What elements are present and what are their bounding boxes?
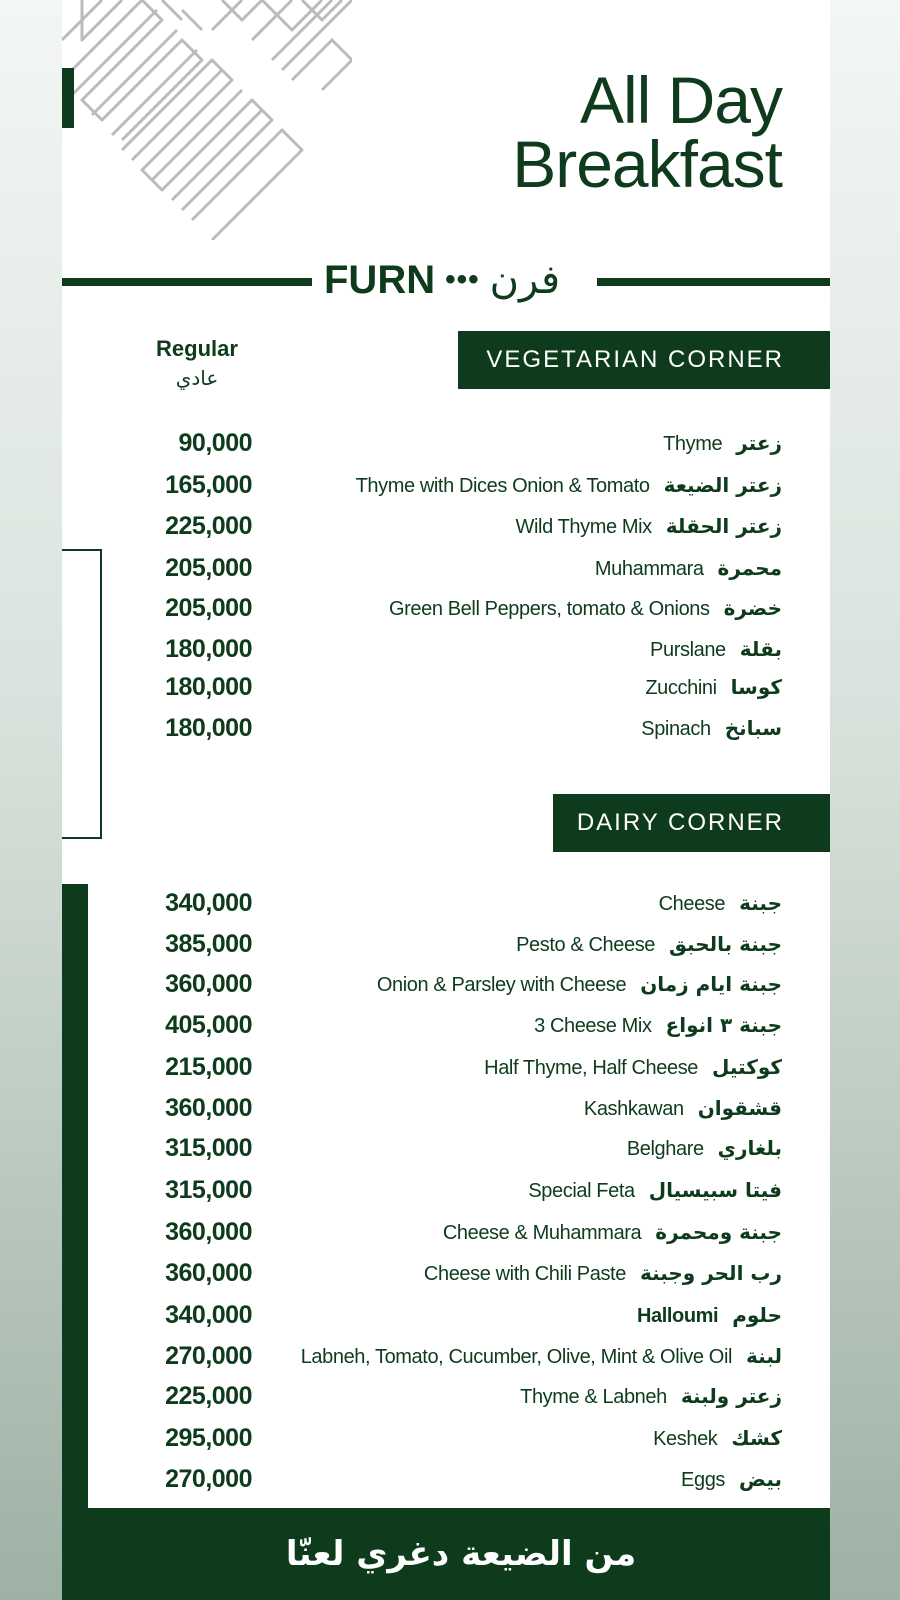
item-name-ar: لبنة <box>746 1344 782 1368</box>
item-name-en: Special Feta <box>528 1180 635 1202</box>
title-line-2: Breakfast <box>512 127 782 201</box>
item-price: 180,000 <box>165 635 252 663</box>
brand-row <box>62 252 830 308</box>
item-name-en: Eggs <box>681 1469 726 1491</box>
item-name-en: Muhammara <box>594 558 704 580</box>
item-names <box>627 1131 782 1165</box>
item-names <box>641 711 782 745</box>
item-names <box>389 591 782 625</box>
item-price: 215,000 <box>165 1053 252 1081</box>
item-price: 340,000 <box>165 889 252 917</box>
item-names <box>534 1008 782 1042</box>
maze-line-pattern-icon <box>62 0 352 240</box>
item-name-ar: جبنة ٣ انواع <box>665 1013 782 1037</box>
menu-item-row <box>62 1131 830 1165</box>
item-names <box>595 551 782 585</box>
menu-item-row <box>62 1379 830 1413</box>
item-price: 180,000 <box>165 714 252 742</box>
menu-item-row <box>62 1091 830 1125</box>
item-price: 205,000 <box>165 554 252 582</box>
item-name-en: Labneh, Tomato, Cucumber, Olive, Mint & Olive Oil <box>300 1346 733 1368</box>
item-names <box>637 1298 782 1332</box>
page-title <box>512 63 782 201</box>
accent-bar <box>62 68 74 128</box>
item-names <box>663 426 782 460</box>
item-name-ar: بلغاري <box>717 1136 782 1160</box>
item-names <box>443 1215 782 1249</box>
item-name-ar: محمرة <box>717 556 782 580</box>
footer-banner <box>62 1508 830 1600</box>
item-names <box>528 1173 782 1207</box>
item-name-en: Belghare <box>626 1138 704 1160</box>
item-price: 205,000 <box>165 594 252 622</box>
item-name-ar: فيتا سبيسيال <box>648 1178 782 1202</box>
item-name-en: Green Bell Peppers, tomato & Onions <box>389 598 710 620</box>
item-name-ar: كوكتيل <box>712 1055 782 1079</box>
menu-item-row <box>62 468 830 502</box>
item-name-en: Thyme <box>663 433 723 455</box>
item-name-ar: قشقوان <box>697 1096 782 1120</box>
item-names <box>356 468 782 502</box>
item-price: 385,000 <box>165 930 252 958</box>
item-name-ar: جبنة بالحبق <box>669 932 782 956</box>
item-name-ar: بيض <box>739 1467 782 1491</box>
item-name-en: 3 Cheese Mix <box>534 1015 652 1037</box>
item-price: 315,000 <box>165 1134 252 1162</box>
item-price: 340,000 <box>165 1301 252 1329</box>
item-name-en: Onion & Parsley with Cheese <box>376 974 627 996</box>
menu-item-row <box>62 632 830 666</box>
section-header-dairy: DAIRY CORNER <box>553 794 830 852</box>
item-name-en: Cheese & Muhammara <box>442 1222 642 1244</box>
divider-right <box>597 278 830 286</box>
menu-item-row <box>62 886 830 920</box>
menu-item-row <box>62 1256 830 1290</box>
item-name-en: Wild Thyme Mix <box>515 516 652 538</box>
item-name-ar: جبنة <box>739 891 782 915</box>
menu-item-row <box>62 551 830 585</box>
price-header-en: Regular <box>156 336 238 361</box>
item-name-en: Thyme & Labneh <box>520 1386 667 1408</box>
item-price: 165,000 <box>165 471 252 499</box>
item-name-ar: كشك <box>731 1426 782 1450</box>
menu-item-row <box>62 927 830 961</box>
menu-item-row <box>62 509 830 543</box>
item-name-ar: سبانخ <box>724 716 782 740</box>
menu-item-row <box>62 1215 830 1249</box>
menu-item-row <box>62 1298 830 1332</box>
item-name-en: Kashkawan <box>583 1098 684 1120</box>
menu-item-row <box>62 670 830 704</box>
item-name-en: Halloumi <box>636 1305 719 1327</box>
item-names <box>516 927 782 961</box>
item-name-ar: زعتر الضيعة <box>663 473 782 497</box>
menu-item-row <box>62 1050 830 1084</box>
menu-item-row <box>62 711 830 745</box>
item-price: 360,000 <box>165 970 252 998</box>
brand-name <box>324 252 560 308</box>
item-name-ar: بقلة <box>739 637 782 661</box>
item-price: 270,000 <box>165 1465 252 1493</box>
item-price: 360,000 <box>165 1218 252 1246</box>
item-name-ar: زعتر <box>736 431 782 455</box>
item-price: 90,000 <box>178 429 252 457</box>
brand-name-en: FURN <box>324 257 436 302</box>
menu-item-row <box>62 1339 830 1373</box>
item-names <box>645 670 782 704</box>
section-header-vegetarian: VEGETARIAN CORNER <box>458 331 830 389</box>
item-names <box>681 1462 782 1496</box>
title-line-1: All Day <box>579 63 782 137</box>
item-names <box>516 509 782 543</box>
item-name-en: Keshek <box>653 1428 718 1450</box>
menu-item-row <box>62 967 830 1001</box>
item-name-en: Thyme with Dices Onion & Tomato <box>355 475 650 497</box>
item-name-ar: جبنة ايام زمان <box>640 972 782 996</box>
item-name-ar: حلوم <box>732 1303 782 1327</box>
item-names <box>520 1379 782 1413</box>
item-name-en: Spinach <box>641 718 711 740</box>
menu-item-row <box>62 1462 830 1496</box>
footer-slogan: من الضيعة دغري لعنّا <box>285 1534 637 1574</box>
item-price: 360,000 <box>165 1259 252 1287</box>
menu-item-row <box>62 426 830 460</box>
item-price: 295,000 <box>165 1424 252 1452</box>
item-name-en: Half Thyme, Half Cheese <box>484 1057 699 1079</box>
item-price: 180,000 <box>165 673 252 701</box>
menu-item-row <box>62 591 830 625</box>
price-header-ar: عادي <box>175 366 219 390</box>
item-price: 360,000 <box>165 1094 252 1122</box>
item-name-ar: جبنة ومحمرة <box>655 1220 782 1244</box>
item-name-ar: كوسا <box>730 675 782 699</box>
item-names <box>653 1421 782 1455</box>
item-price: 315,000 <box>165 1176 252 1204</box>
price-column-header <box>142 336 252 390</box>
item-name-en: Zucchini <box>645 677 717 699</box>
menu-item-row <box>62 1008 830 1042</box>
menu-item-row <box>62 1421 830 1455</box>
item-names <box>484 1050 782 1084</box>
item-name-en: Cheese <box>658 893 726 915</box>
item-names <box>584 1091 782 1125</box>
item-names <box>301 1339 782 1373</box>
item-name-ar: رب الحر وجبنة <box>639 1261 782 1285</box>
item-name-en: Purslane <box>650 639 726 661</box>
item-names <box>650 632 782 666</box>
menu-item-row <box>62 1173 830 1207</box>
item-price: 225,000 <box>165 1382 252 1410</box>
item-price: 270,000 <box>165 1342 252 1370</box>
item-name-en: Pesto & Cheese <box>516 934 656 956</box>
item-name-ar: زعتر ولبنة <box>680 1384 782 1408</box>
divider-left <box>62 278 312 286</box>
item-name-ar: زعتر الحقلة <box>665 514 782 538</box>
item-price: 225,000 <box>165 512 252 540</box>
item-name-en: Cheese with Chili Paste <box>423 1263 626 1285</box>
menu-page <box>62 0 830 1600</box>
item-price: 405,000 <box>165 1011 252 1039</box>
item-names <box>424 1256 782 1290</box>
item-names <box>659 886 782 920</box>
brand-name-ar: فرن <box>489 257 561 303</box>
item-name-ar: خضرة <box>723 596 782 620</box>
brand-dots: ••• <box>445 263 480 296</box>
item-names <box>377 967 782 1001</box>
